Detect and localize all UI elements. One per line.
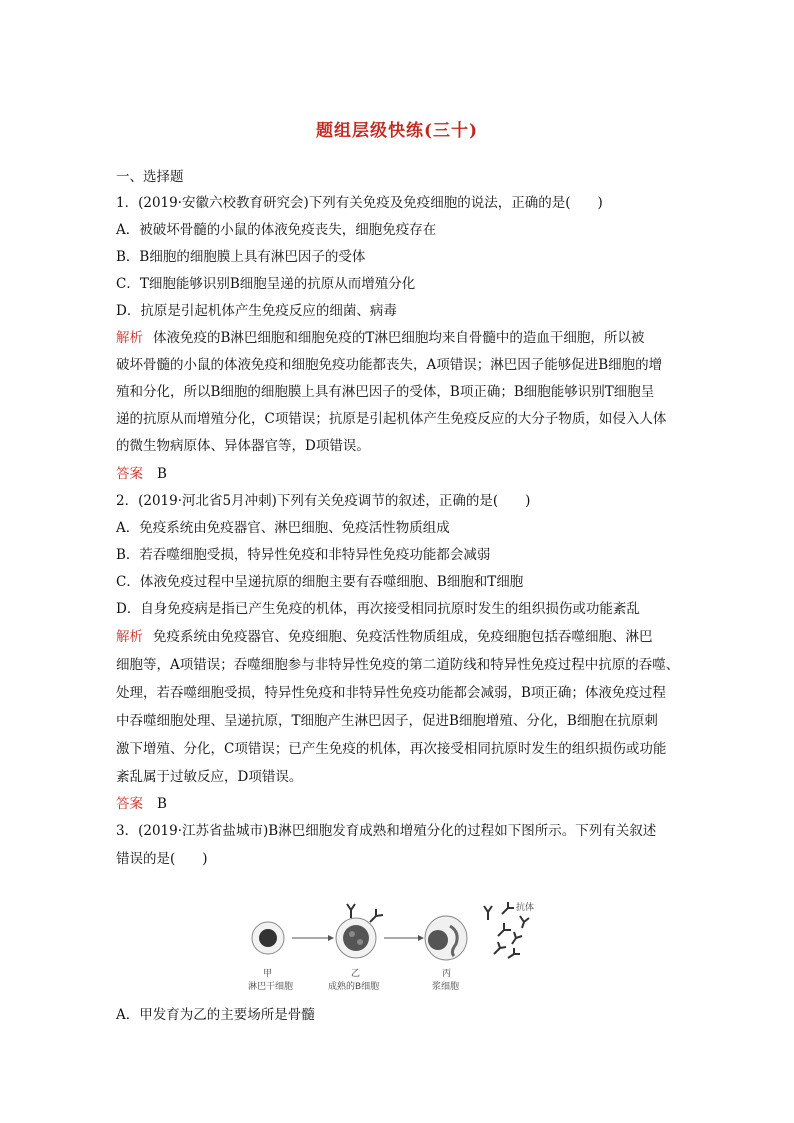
q1-answer: 答案 B (116, 466, 167, 482)
q2-analysis-line: 紊乱属于过敏反应，D项错误。 (116, 769, 303, 785)
q2-option-c: C．体液免疫过程中呈递抗原的细胞主要有吞噬细胞、B细胞和T细胞 (116, 574, 524, 590)
q3-stem: 错误的是( ) (116, 851, 208, 867)
q2-answer: 答案 B (116, 796, 167, 812)
q2-option-a: A．免疫系统由免疫器官、淋巴细胞、免疫活性物质组成 (116, 520, 450, 536)
q2-analysis-line: 处理，若吞噬细胞受损，特异性免疫和非特异性免疫功能都会减弱，B项正确；体液免疫过程 (116, 685, 666, 701)
cell2-name: 成熟的B细胞 (328, 982, 380, 992)
q2-option-d: D．自身免疫病是指已产生免疫的机体，再次接受相同抗原时发生的组织损伤或功能紊乱 (116, 601, 640, 617)
q1-analysis-line: 递的抗原从而增殖分化，C项错误；抗原是引起机体产生免疫反应的大分子物质，如侵入人体 (116, 411, 667, 427)
q1-option-d: D．抗原是引起机体产生免疫反应的细菌、病毒 (116, 303, 397, 319)
antibody-label: 抗体 (516, 903, 535, 913)
q2-option-b: B．若吞噬细胞受损，特异性免疫和非特异性免疫功能都会减弱 (116, 547, 491, 563)
q2-analysis-line: 细胞等，A项错误；吞噬细胞参与非特异性免疫的第二道防线和特异性免疫过程中抗原的吞噬、 (116, 657, 680, 673)
q1-analysis-line: 破坏骨髓的小鼠的体液免疫和细胞免疫功能都丧失，A项错误；淋巴因子能够促进B细胞的增 (116, 357, 663, 373)
cell1-label: 甲 (263, 969, 273, 979)
page-title: 题组层级快练(三十) (315, 121, 479, 141)
cell1-name: 淋巴干细胞 (248, 982, 294, 992)
answer-label: 答案 (116, 796, 143, 812)
q1-analysis-line: 解析 体液免疫的B淋巴细胞和细胞免疫的T淋巴细胞均来自骨髓中的造血干细胞，所以被 (116, 330, 645, 346)
q3-stem: 3．(2019·江苏省盐城市)B淋巴细胞发育成熟和增殖分化的过程如下图所示。下列有关叙述 (116, 823, 657, 839)
q2-analysis-line: 激下增殖、分化，C项错误；已产生免疫的机体，再次接受相同抗原时发生的组织损伤或功能 (116, 741, 667, 757)
b-cell-differentiation-figure (246, 898, 546, 998)
q1-option-c: C．T细胞能够识别B细胞呈递的抗原从而增殖分化 (116, 276, 416, 292)
answer-label: 答案 (116, 466, 143, 482)
cell3-label: 丙 (442, 969, 452, 979)
section-heading: 一、选择题 (116, 169, 184, 185)
q2-analysis-line: 解析 免疫系统由免疫器官、免疫细胞、免疫活性物质组成，免疫细胞包括吞噬细胞、淋巴 (116, 629, 653, 645)
q1-analysis-line: 殖和分化，所以B细胞的细胞膜上具有淋巴因子的受体，B项正确；B细胞能够识别T细胞呈 (116, 384, 655, 400)
q3-option-a: A．甲发育为乙的主要场所是骨髓 (116, 1007, 315, 1023)
q1-analysis-line: 的微生物病原体、异体器官等，D项错误。 (116, 438, 370, 454)
q2-stem: 2．(2019·河北省5月冲刺)下列有关免疫调节的叙述，正确的是( ) (116, 493, 531, 509)
analysis-label: 解析 (116, 629, 143, 645)
q2-analysis-line: 中吞噬细胞处理、呈递抗原，T细胞产生淋巴因子，促进B细胞增殖、分化，B细胞在抗原刺 (116, 713, 658, 729)
q1-option-b: B．B细胞的细胞膜上具有淋巴因子的受体 (116, 249, 366, 265)
cell2-label: 乙 (351, 969, 361, 979)
b-cell-diagram (246, 898, 546, 998)
analysis-label: 解析 (116, 330, 143, 346)
q1-option-a: A．被破坏骨髓的小鼠的体液免疫丧失，细胞免疫存在 (116, 222, 437, 238)
cell3-name: 浆细胞 (432, 982, 460, 992)
q1-stem: 1．(2019·安徽六校教育研究会)下列有关免疫及免疫细胞的说法，正确的是( ) (116, 195, 603, 211)
